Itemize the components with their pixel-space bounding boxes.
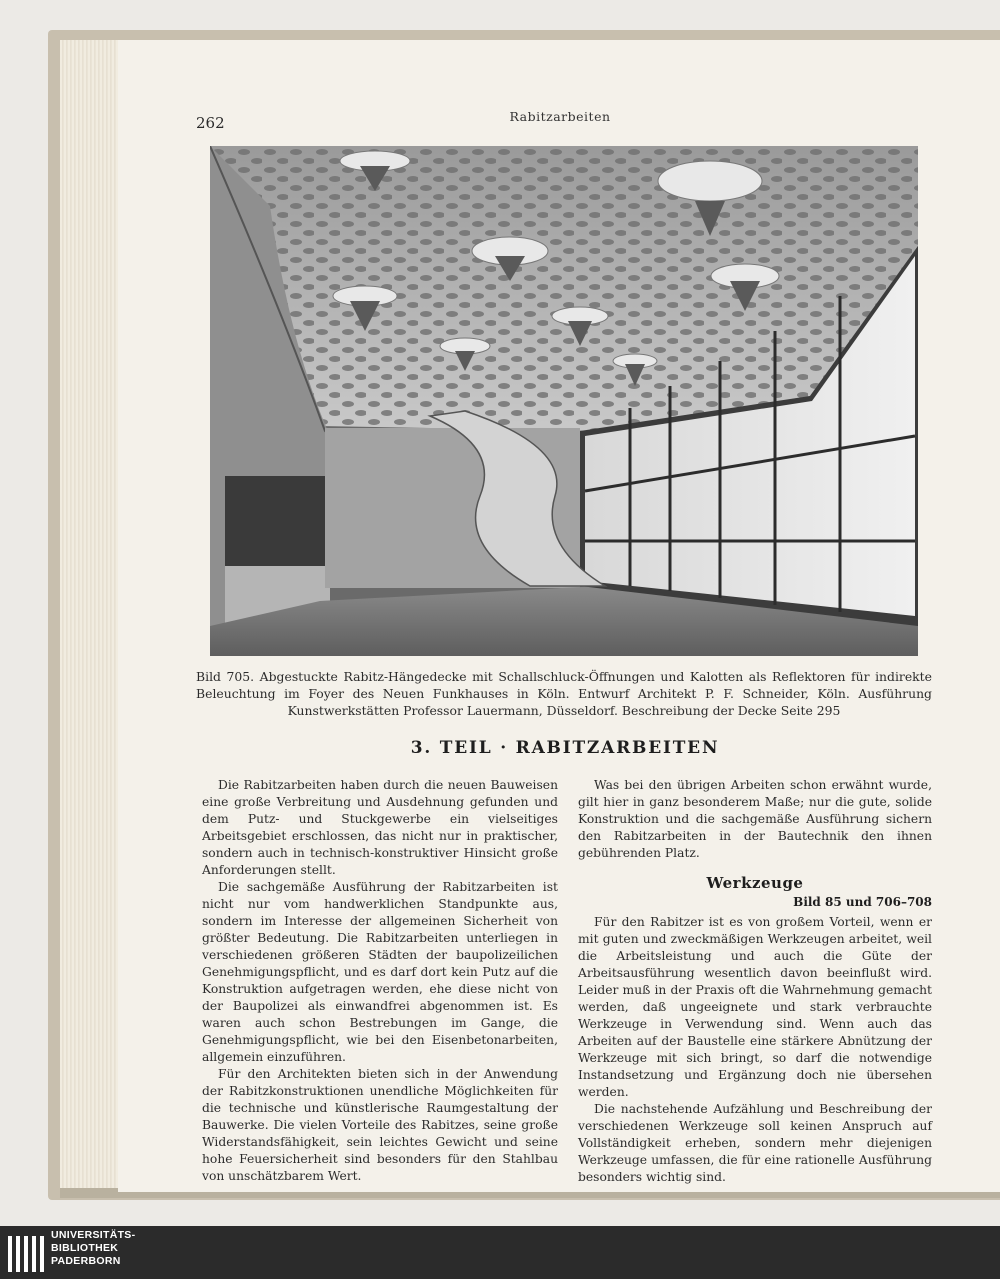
library-name <box>51 1229 191 1268</box>
paragraph: Für den Rabitzer ist es von großem Vorteil, wenn er mit guten und zweckmäßigen Werkzeugen arbeitet, weil die Arbeitsleistung und auch die Güte der Arbeitsausführung wesentlich davon beeinflußt wird. Leider muß in der Praxis oft die Wahrnehmung gemacht werden, daß ungeeignete und stark verbrauchte Werkzeuge in Verwendung sind. Wenn auch das Arbeiten auf der Baustelle eine stärkere Abnützung der Werkzeuge mit sich bringt, so darf die notwendige Instandsetzung und Ergänzung doch nie übersehen werden. <box>578 915 932 1099</box>
subheading-werkzeuge: Werkzeuge <box>706 874 804 892</box>
figure-reference: Bild 85 und 706–708 <box>793 895 932 909</box>
library-line: BIBLIOTHEK <box>51 1242 119 1254</box>
figure-caption: Bild 705. Abgestuckte Rabitz-Hängedecke mit Schallschluck-Öffnungen und Kalotten als Reflektoren für indirekte Beleuchtung im Foyer des Neuen Funkhauses in Köln. Entwurf Architekt P. F. Schneider, Köln. Ausführung Kunstwerkstätten Professor Lauermann, Düsseldorf. Beschreibung der Decke Seite 295 <box>196 669 932 718</box>
foyer-photograph <box>210 146 918 656</box>
library-line: PADERBORN <box>51 1255 121 1267</box>
page-edges <box>60 40 120 1190</box>
library-logo-icon <box>6 1232 46 1276</box>
paragraph: Was bei den übrigen Arbeiten schon erwähnt wurde, gilt hier in ganz besonderem Maße; nur die gute, solide Konstruktion und die sachgemäße Ausführung sichern den Rabitzarbeiten in der Bautechnik den ihnen gebührenden Platz. <box>578 778 932 860</box>
page-number: 262 <box>196 114 225 132</box>
right-column <box>578 777 932 1186</box>
paragraph: Für den Architekten bieten sich in der Anwendung der Rabitzkonstruktionen unendliche Möglichkeiten für die technische und künstlerische Raumgestaltung der Bauwerke. Die vielen Vorteile des Rabitzes, seine große Widerstandsfähigkeit, sein leichtes Gewicht und seine hohe Feuersicherheit sind besonders für den Stahlbau von unschätzbarem Wert. <box>202 1067 558 1183</box>
paragraph: Die sachgemäße Ausführung der Rabitzarbeiten ist nicht nur vom handwerklichen Standpunkte aus, sondern im Interesse der allgemeinen Sicherheit von größter Bedeutung. Die Rabitzarbeiten unterliegen in verschiedenen größeren Städten der baupolizeilichen Genehmigungspflicht, und es darf dort kein Putz auf die Konstruktion aufgetragen werden, ehe diese nicht von der Baupolizei als einwandfrei abgenommen ist. Es waren auch schon Bestrebungen im Gange, die Genehmigungspflicht, wie bei den Eisenbetonarbeiten, allgemein einzuführen. <box>202 880 558 1064</box>
paragraph: Die nachstehende Aufzählung und Beschreibung der verschiedenen Werkzeuge soll keinen Anspruch auf Vollständigkeit erheben, sondern mehr diejenigen Werkzeuge umfassen, die für eine rationelle Ausführung besonders wichtig sind. <box>578 1102 932 1184</box>
left-column <box>202 777 558 1185</box>
paragraph: Die Rabitzarbeiten haben durch die neuen Bauweisen eine große Verbreitung und Ausdehnung gefunden und dem Putz- und Stuckgewerbe ein vielseitiges Arbeitsgebiet erschlossen, das nicht nur in praktischer, sondern auch in technisch-konstruktiver Hinsicht große Anforderungen stellt. <box>202 778 558 877</box>
section-title: 3. TEIL · RABITZARBEITEN <box>410 738 720 758</box>
library-line: UNIVERSITÄTS- <box>51 1229 136 1241</box>
running-head: Rabitzarbeiten <box>509 109 611 124</box>
